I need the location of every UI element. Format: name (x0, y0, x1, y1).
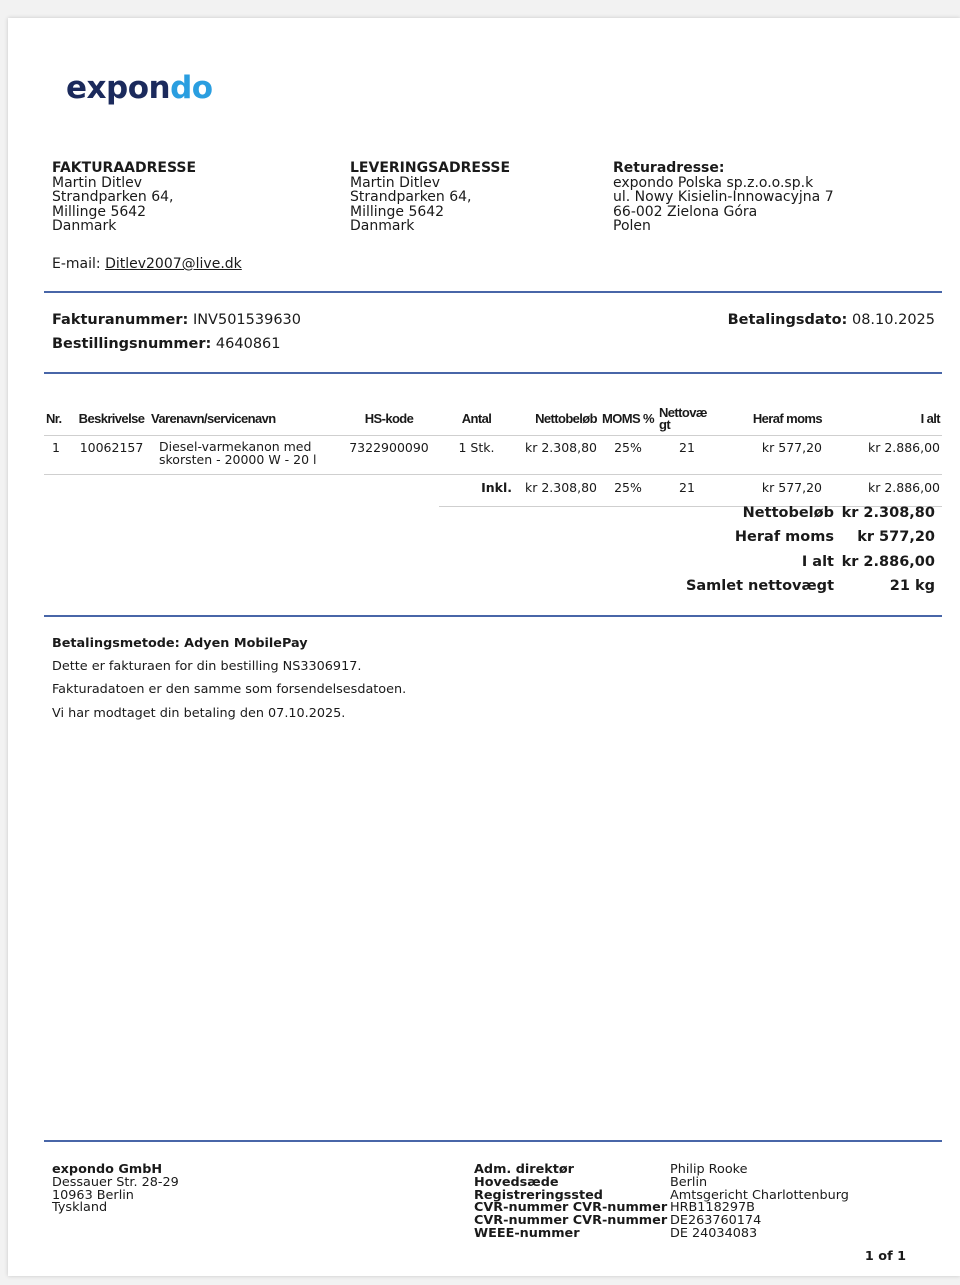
footer-company-line: Tyskland (52, 1200, 108, 1216)
cell-nr: 1 (44, 436, 74, 475)
billing-address (52, 161, 196, 234)
sum-net-weight: 21 (657, 475, 717, 507)
footer-company-line: 10963 Berlin (52, 1187, 134, 1203)
cell-description: 10062157 (74, 436, 149, 475)
divider (44, 372, 942, 374)
order-number-label: Bestillingsnummer: (52, 336, 212, 352)
invoice-number (52, 312, 301, 328)
footer-value: Amtsgericht Charlottenburg (670, 1187, 849, 1203)
sum-net-amount: kr 2.308,80 (514, 475, 599, 507)
shipping-address (350, 161, 510, 234)
sum-vat-amount: kr 577,20 (717, 475, 824, 507)
col-header-net-amount: Nettobeløb (535, 411, 597, 426)
cell-vat-percent: 25% (599, 436, 657, 475)
divider (44, 291, 942, 293)
sum-vat-percent: 25% (599, 475, 657, 507)
email-label: E-mail: (52, 256, 101, 272)
return-line: expondo Polska sp.z.o.o.sp.k (613, 174, 814, 191)
cell-vat-amount: kr 577,20 (717, 436, 824, 475)
table-sum-row (44, 475, 942, 507)
invoice-number-value: INV501539630 (192, 312, 302, 328)
footer-label: Hovedsæde (474, 1174, 559, 1190)
col-header-description: Beskrivelse (78, 411, 145, 426)
footer-labels (474, 1164, 667, 1241)
totals-label: Samlet nettovægt (685, 578, 834, 594)
shipping-line: Strandparken 64, (350, 189, 472, 205)
billing-line: Danmark (52, 218, 117, 234)
table-row (44, 436, 942, 475)
order-number (52, 336, 281, 352)
footer-company (52, 1164, 179, 1215)
table-header-row (44, 394, 942, 436)
col-header-net-weight: Nettovæ gt (659, 405, 707, 432)
return-line: Polen (613, 218, 651, 234)
footer-label: Registreringssted (474, 1187, 603, 1203)
billing-line: Millinge 5642 (52, 203, 147, 220)
col-header-nr: Nr. (46, 411, 62, 426)
return-address (613, 161, 834, 234)
shipping-line: Danmark (350, 218, 415, 234)
col-header-hs-code: HS-kode (364, 411, 414, 426)
invoice-number-label: Fakturanummer: (52, 312, 189, 328)
shipping-line: Martin Ditlev (350, 174, 441, 191)
cell-quantity: 1 Stk. (439, 436, 514, 475)
totals-value: kr 2.308,80 (841, 505, 935, 521)
col-header-vat-amount: Heraf moms (752, 411, 822, 426)
sum-total: kr 2.886,00 (824, 475, 942, 507)
footer-value: DE263760174 (670, 1213, 762, 1229)
totals-value: 21 kg (889, 578, 935, 594)
expondo-logo: expondo (66, 70, 213, 106)
cell-total: kr 2.886,00 (824, 436, 942, 475)
invoice-page (8, 18, 960, 1276)
col-header-vat-percent: MOMS % (601, 411, 654, 426)
footer-values (670, 1164, 849, 1241)
footer-value: Philip Rooke (670, 1162, 748, 1177)
page-number: 1 of 1 (864, 1249, 906, 1264)
divider (44, 615, 942, 617)
return-line: 66-002 Zielona Góra (613, 203, 758, 220)
col-header-product-name: Varenavn/servicenavn (151, 411, 276, 426)
payment-date-label: Betalingsdato: (727, 312, 848, 328)
billing-line: Martin Ditlev (52, 174, 143, 191)
payment-note: Vi har modtaget din betaling den 07.10.2025. (52, 706, 346, 721)
cell-net-weight: 21 (657, 436, 717, 475)
footer-label: WEEE-nummer (474, 1225, 580, 1241)
payment-note: Fakturadatoen er den samme som forsendelsesdatoen. (52, 682, 407, 697)
payment-note: Dette er fakturaen for din bestilling NS3306917. (52, 659, 362, 674)
footer-label: CVR-nummer CVR-nummer (474, 1213, 668, 1229)
email-line (52, 256, 242, 272)
footer-company-line: Dessauer Str. 28-29 (52, 1174, 179, 1190)
billing-line: Strandparken 64, (52, 189, 174, 205)
col-header-quantity: Antal (461, 411, 492, 426)
items-table (44, 394, 942, 507)
totals-label: I alt (801, 554, 834, 570)
billing-heading: FAKTURAADRESSE (52, 160, 197, 176)
totals-value: kr 577,20 (857, 529, 935, 545)
col-header-total: I alt (920, 411, 940, 426)
footer-label: Adm. direktør (474, 1162, 574, 1177)
footer-value: DE 24034083 (670, 1225, 758, 1241)
email-link[interactable]: Ditlev2007@live.dk (105, 256, 242, 272)
footer-company-name: expondo GmbH (52, 1162, 163, 1177)
totals-value: kr 2.886,00 (841, 554, 935, 570)
footer-label: CVR-nummer CVR-nummer (474, 1200, 668, 1216)
shipping-line: Millinge 5642 (350, 203, 445, 220)
order-number-value: 4640861 (215, 336, 281, 352)
return-line: ul. Nowy Kisielin-Innowacyjna 7 (613, 189, 834, 205)
cell-hs-code: 7322900090 (339, 436, 439, 475)
shipping-heading: LEVERINGSADRESSE (350, 160, 511, 176)
payment-date (728, 312, 935, 328)
payment-method: Betalingsmetode: Adyen MobilePay (52, 636, 308, 651)
totals-label: Nettobeløb (742, 505, 834, 521)
cell-net-amount: kr 2.308,80 (514, 436, 599, 475)
return-heading: Returadresse: (613, 160, 725, 176)
footer-value: HRB118297B (670, 1200, 755, 1216)
totals-label: Heraf moms (734, 529, 834, 545)
sum-label: Inkl. (439, 475, 514, 507)
payment-date-value: 08.10.2025 (851, 312, 935, 328)
cell-product-name: Diesel-varmekanon med skorsten - 20000 W - 20 l (149, 436, 339, 475)
footer-value: Berlin (670, 1174, 708, 1190)
divider (44, 1140, 942, 1142)
